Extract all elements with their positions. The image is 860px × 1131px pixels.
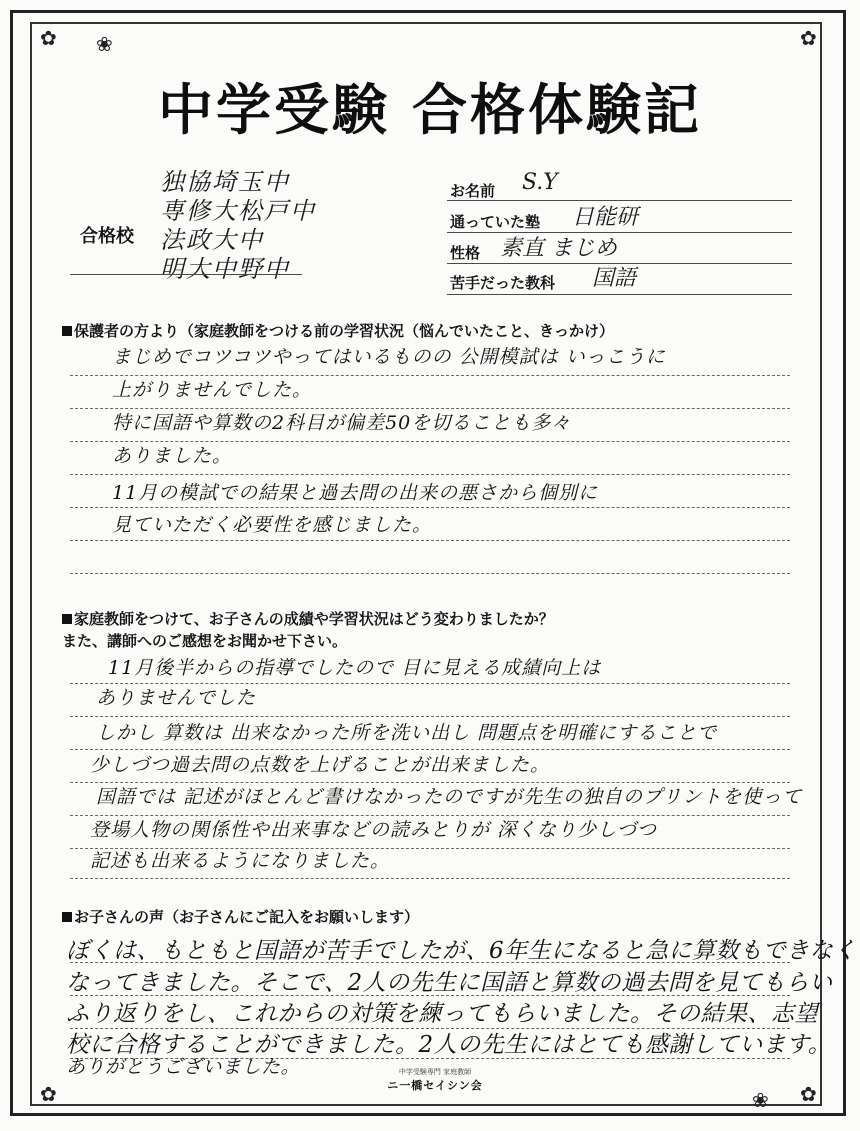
- section2-heading-text: 家庭教師をつけて、お子さんの成績や学習状況はどう変わりましたか？: [74, 610, 554, 628]
- corner-ornament-icon: ✿: [800, 1082, 817, 1106]
- ruled-line: [70, 878, 790, 879]
- handwritten-line: ふり返りをし、これからの対策を練ってもらいました。その結果、志望: [66, 1001, 818, 1027]
- heading-square-icon: [62, 614, 72, 624]
- juku-label: 通っていた塾: [450, 213, 541, 231]
- section1-heading-text: 保護者の方より（家庭教師をつける前の学習状況（悩んでいたこと、きっかけ）: [74, 322, 615, 340]
- flower-ornament-icon: ❀: [96, 32, 113, 56]
- heading-square-icon: [62, 326, 72, 336]
- weak-subject-value: 国語: [592, 266, 637, 291]
- name-label: お名前: [450, 182, 496, 200]
- flower-ornament-icon: ❀: [752, 1088, 769, 1112]
- corner-ornament-icon: ✿: [800, 26, 817, 50]
- section3-heading-text: お子さんの声（お子さんにご記入をお願いします）: [74, 908, 420, 926]
- ruled-line: [70, 573, 790, 574]
- handwritten-line: ありがとうございました。: [66, 1056, 301, 1078]
- corner-ornament-icon: ✿: [40, 26, 57, 50]
- handwritten-line: 少しづつ過去問の点数を上げることが出来ました。: [90, 754, 551, 776]
- handwritten-line: 上がりませんでした。: [112, 379, 313, 401]
- handwritten-line: ありませんでした: [96, 687, 257, 709]
- handwritten-line: 記述も出来るようになりました。: [90, 850, 391, 872]
- footer-logo-block: [380, 1067, 490, 1093]
- handwritten-line: 校に合格することができました。2人の先生にはとても感謝しています。: [66, 1032, 832, 1058]
- handwritten-line: 11月の模試での結果と過去問の出来の悪さから個別に: [112, 482, 599, 504]
- handwritten-line: まじめでコツコツやってはいるものの 公開模試は いっこうに: [112, 346, 666, 368]
- school-item: 法政大中: [160, 226, 264, 254]
- handwritten-line: ありました。: [112, 445, 233, 467]
- section2-subheading: また、講師へのご感想をお聞かせ下さい。: [62, 632, 348, 650]
- footer-tagline: 中学受験専門 家庭教師: [398, 1068, 472, 1076]
- handwritten-line: しかし 算数は 出来なかった所を洗い出し 問題点を明確にすることで: [96, 722, 718, 744]
- weak-subject-underline: [447, 294, 792, 295]
- schools-list: [160, 168, 316, 284]
- heading-square-icon: [62, 912, 72, 922]
- handwritten-line: 国語では 記述がほとんど書けなかったのですが先生の独自のプリントを使って: [96, 786, 803, 808]
- school-item: 明大中野中: [160, 255, 290, 283]
- title-part2: 合格体験記: [412, 77, 703, 142]
- school-item: 専修大松戸中: [160, 197, 316, 225]
- schools-label: 合格校: [80, 226, 134, 247]
- handwritten-line: 特に国語や算数の2科目が偏差50を切ることも多々: [112, 412, 572, 434]
- schools-underline: [70, 274, 302, 275]
- name-value: S.Y: [522, 170, 558, 195]
- handwritten-line: 見ていただく必要性を感じました。: [112, 514, 433, 536]
- section2-heading: [62, 608, 554, 629]
- handwritten-line: ぼくは、もともと国語が苦手でしたが、6年生になると急に算数もできなく: [66, 938, 857, 964]
- school-item: 独協埼玉中: [160, 168, 290, 196]
- title-part1: 中学受験: [157, 77, 390, 142]
- page-title: [0, 66, 860, 145]
- ruled-line: [70, 474, 790, 475]
- ruled-line: [70, 540, 790, 541]
- corner-ornament-icon: ✿: [40, 1082, 57, 1106]
- handwritten-line: なってきました。そこで、2人の先生に国語と算数の過去問を見てもらい: [66, 970, 833, 996]
- ruled-line: [70, 716, 790, 717]
- weak-subject-label: 苦手だった教科: [450, 274, 556, 292]
- section3-heading: [62, 906, 419, 927]
- personality-label: 性格: [450, 244, 481, 262]
- personality-value: 素直 まじめ: [500, 236, 617, 261]
- handwritten-line: 登場人物の関係性や出来事などの読みとりが 深くなり少しづつ: [90, 819, 658, 841]
- handwritten-line: 11月後半からの指導でしたので 目に見える成績向上は: [108, 657, 602, 679]
- juku-value: 日能研: [572, 205, 639, 230]
- section1-heading: [62, 320, 614, 341]
- ruled-line: [70, 507, 790, 508]
- juku-underline: [447, 232, 792, 233]
- footer-logo-text: ニ一橋セイシン会: [387, 1079, 483, 1092]
